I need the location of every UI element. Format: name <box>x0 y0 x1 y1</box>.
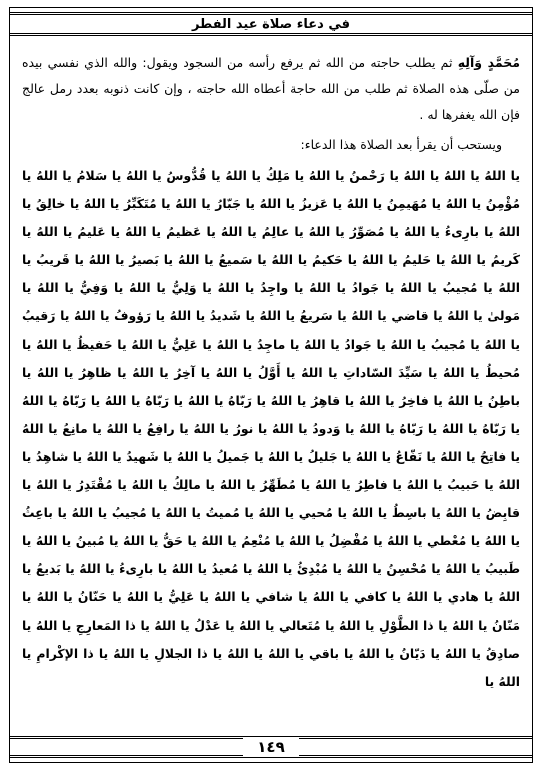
dua-text: يا اللهُ يا اللهُ يا اللهُ يا رَحْمنُ يا اللهُ يا مَلِكُ يا اللهُ يا قُدُّوسُ يا اللهُ يا سَلامُ يا اللهُ يا مُؤْمِنُ يا اللهُ يا مُهَيمِنُ يا اللهُ يا عَزيزُ يا اللهُ يا جَبّارُ يا اللهُ يا مُتَكَبِّرُ يا اللهُ يا خالِقُ يا اللهُ يا بارِىءُ يا اللهُ يا مُصَوِّرُ يا اللهُ يا عالِمُ يا اللهُ يا عَظيمُ يا اللهُ يا عَليمُ يا اللهُ يا كَريمُ يا اللهُ يا حَليمُ يا اللهُ يا حَكيمُ يا اللهُ يا سَميعُ يا اللهُ يا بَصيرُ يا اللهُ يا قَريبُ يا اللهُ يا مُجيبُ يا اللهُ يا جَوادُ يا اللهُ يا واجِدُ يا اللهُ يا وَلِيُّ يا اللهُ يا وَفِيُّ يا اللهُ يا مَولىٰ يا اللهُ يا قاضي يا اللهُ يا سَريعُ يا اللهُ يا شَديدُ يا اللهُ يا رَؤوفُ يا اللهُ يا رَقيبُ يا اللهُ يا مُجيبُ يا اللهُ يا جَوادُ يا اللهُ يا ماجِدُ يا اللهُ يا عَلِيُّ يا اللهُ يا حَفيظُ يا اللهُ يا مُحيطُ يا اللهُ يا سَيِّدَ السّاداتِ يا اللهُ يا أَوَّلُ يا اللهُ يا آخِرُ يا اللهُ يا ظاهِرُ يا اللهُ يا باطِنُ يا اللهُ يا فاخِرُ يا اللهُ يا قاهِرُ يا اللهُ يا رَبّاهُ يا اللهُ يا رَبّاهُ يا اللهُ يا رَبّاهُ يا اللهُ يا رَبّاهُ يا اللهُ يا رَبّاهُ يا اللهُ يا وَدودُ يا اللهُ يا نورُ يا اللهُ يا رافِعُ يا اللهُ يا مانِعُ يا اللهُ يا فاتِحُ يا اللهُ يا نَفّاعُ يا اللهُ يا جَليلُ يا اللهُ يا جَميلُ يا اللهُ يا شَهيدُ يا اللهُ يا شاهِدُ يا اللهُ يا حَبيبُ يا اللهُ يا فاطِرُ يا اللهُ يا مُطَهِّرُ يا اللهُ يا مالِكُ يا اللهُ يا مُقْتَدِرُ يا اللهُ يا قابِضُ يا اللهُ يا باسِطُ يا اللهُ يا مُحيي يا اللهُ يا مُميتُ يا اللهُ يا مُجيبُ يا اللهُ يا باعِثُ يا اللهُ يا مُعْطي يا اللهُ يا مُفْضِلُ يا اللهُ يا مُنْعِمُ يا اللهُ يا حَقُّ يا اللهُ يا مُبينُ يا اللهُ يا طَبيبُ يا اللهُ يا مُحْسِنُ يا اللهُ يا مُبْدِئُ يا اللهُ يا مُعيدُ يا اللهُ يا بارِىءُ يا اللهُ يا بَديعُ يا اللهُ يا هادي يا اللهُ يا كافي يا اللهُ يا شافي يا اللهُ يا عَلِيُّ يا اللهُ يا حَنّانُ يا اللهُ يا مَنّانُ يا اللهُ يا ذا الطَّوْلِ يا اللهُ يا مُتَعالي يا اللهُ يا عَدْلُ يا اللهُ يا ذا المَعارِجِ يا اللهُ يا صادِقُ يا اللهُ يا دَيّانُ يا اللهُ يا باقي يا اللهُ يا اللهُ يا ذا الجلالِ يا اللهُ يا ذا الإكْرامِ يا اللهُ يا <box>22 168 520 689</box>
page-header <box>10 12 532 36</box>
page-footer <box>10 736 532 758</box>
paragraph-body: ثم يطلب حاجته من الله ثم يرفع رأسه من السجود ويقول: والله الذي نفسي بيده من صلّى هذه الصلاة ثم طلب من الله حاجة أعطاه الله حاجته ، وإن كانت ذنوبه بعدد رمل عالج فإن الله يغفرها له . <box>22 55 520 122</box>
opening-paragraph <box>22 50 520 128</box>
paragraph-lead: مُحَمَّدٍ وَآلِهِ <box>457 55 520 70</box>
dua-introduction: ويستحب أن يقرأ بعد الصلاة هذا الدعاء: <box>300 137 502 152</box>
page-content <box>22 50 520 696</box>
chapter-title: في دعاء صلاة عيد الفطر <box>178 17 364 32</box>
page-number: ١٤٩ <box>243 738 298 756</box>
page-frame <box>9 7 533 763</box>
